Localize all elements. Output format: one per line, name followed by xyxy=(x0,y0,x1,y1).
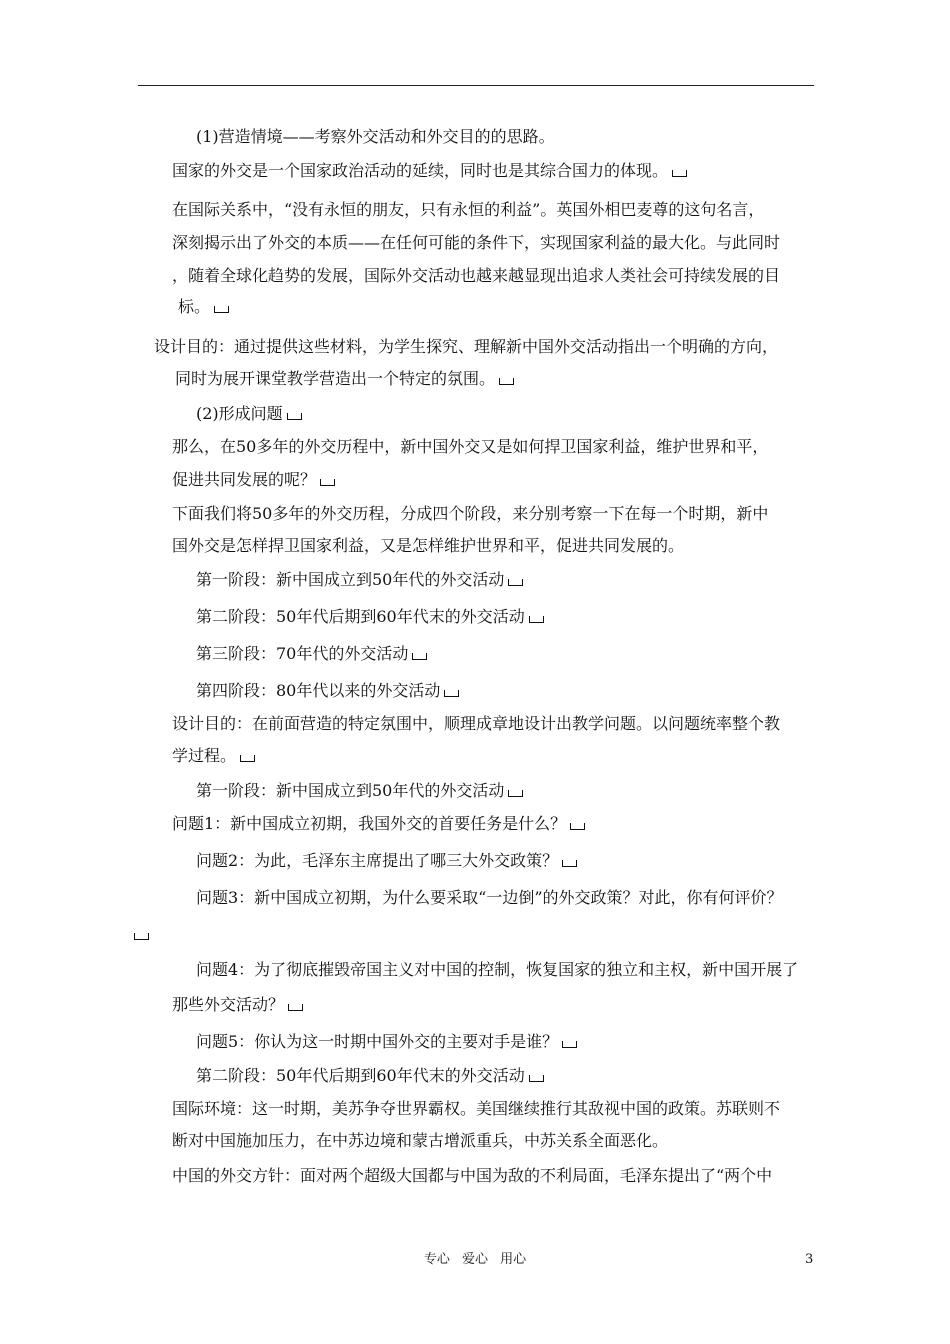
text-line: 问题2：为此，毛泽东主席提出了哪三大外交政策？ xyxy=(196,851,577,871)
text-line: 第二阶段：50年代后期到60年代末的外交活动 xyxy=(196,1066,544,1086)
text-line: 促进共同发展的呢？ xyxy=(172,470,335,490)
paragraph-mark-icon xyxy=(320,478,335,486)
text-line: 下面我们将50多年的外交历程，分成四个阶段，来分别考察一下在每一个时期，新中 xyxy=(172,504,769,523)
text-line: ，随着全球化趋势的发展，国际外交活动也越来越显现出追求人类社会可持续发展的目 xyxy=(172,266,781,285)
text-line: 设计目的：通过提供这些材料，为学生探究、理解新中国外交活动指出一个明确的方向， xyxy=(154,337,779,356)
text-line: 问题3：新中国成立初期，为什么要采取“一边倒”的外交政策？对此，你有何评价？ xyxy=(196,888,783,907)
paragraph-mark-icon xyxy=(529,615,544,623)
paragraph-mark-icon xyxy=(412,652,427,660)
text-line: 同时为展开课堂教学营造出一个特定的氛围。 xyxy=(175,369,514,389)
paragraph-mark-icon xyxy=(570,822,585,830)
text-line: 国际环境：这一时期，美苏争夺世界霸权。美国继续推行其敌视中国的政策。苏联则不 xyxy=(172,1099,781,1118)
paragraph-mark-icon xyxy=(240,754,255,762)
text-line: 断对中国施加压力，在中苏边境和蒙古增派重兵，中苏关系全面恶化。 xyxy=(172,1131,669,1150)
page-number: 3 xyxy=(805,1252,814,1267)
text-line: (1)营造情境——考察外交活动和外交目的的思路。 xyxy=(196,127,555,146)
paragraph-mark-icon xyxy=(444,689,459,697)
paragraph-mark-icon xyxy=(508,578,523,586)
text-line xyxy=(134,924,149,944)
paragraph-mark-icon xyxy=(287,412,302,420)
text-line: 第一阶段：新中国成立到50年代的外交活动 xyxy=(196,570,523,590)
text-line: 第二阶段：50年代后期到60年代末的外交活动 xyxy=(196,607,544,627)
text-line: 那些外交活动？ xyxy=(172,995,303,1015)
text-line: 标。 xyxy=(178,297,229,317)
paragraph-mark-icon xyxy=(214,305,229,313)
text-line: 问题5：你认为这一时期中国外交的主要对手是谁？ xyxy=(196,1032,577,1052)
text-line: 学过程。 xyxy=(172,746,255,766)
paragraph-mark-icon xyxy=(562,859,577,867)
paragraph-mark-icon xyxy=(529,1074,544,1082)
text-line: 那么，在50多年的外交历程中，新中国外交又是如何捍卫国家利益，维护世界和平， xyxy=(172,437,769,456)
paragraph-mark-icon xyxy=(562,1040,577,1048)
header-rule xyxy=(138,85,814,86)
text-line: 国外交是怎样捍卫国家利益，又是怎样维护世界和平，促进共同发展的。 xyxy=(172,536,685,555)
text-line: 问题1：新中国成立初期，我国外交的首要任务是什么？ xyxy=(172,814,585,834)
text-line: 第四阶段：80年代以来的外交活动 xyxy=(196,681,459,701)
text-line: 国家的外交是一个国家政治活动的延续，同时也是其综合国力的体现。 xyxy=(172,161,687,181)
paragraph-mark-icon xyxy=(672,169,687,177)
text-line: 在国际关系中，“没有永恒的朋友，只有永恒的利益”。英国外相巴麦尊的这句名言， xyxy=(172,200,765,219)
paragraph-mark-icon xyxy=(508,789,523,797)
text-line: (2)形成问题 xyxy=(196,404,302,424)
paragraph-mark-icon xyxy=(288,1003,303,1011)
text-line: 第三阶段：70年代的外交活动 xyxy=(196,644,427,664)
text-line: 中国的外交方针：面对两个超级大国都与中国为敌的不利局面，毛泽东提出了“两个中 xyxy=(172,1166,773,1185)
paragraph-mark-icon xyxy=(499,377,514,385)
text-line: 深刻揭示出了外交的本质——在任何可能的条件下，实现国家利益的最大化。与此同时 xyxy=(172,233,781,252)
text-line: 第一阶段：新中国成立到50年代的外交活动 xyxy=(196,781,523,801)
page-footer: 专心 爱心 用心 xyxy=(423,1252,527,1267)
paragraph-mark-icon xyxy=(134,932,149,940)
text-line: 设计目的：在前面营造的特定氛围中，顺理成章地设计出教学问题。以问题统率整个教 xyxy=(172,714,781,733)
text-line: 问题4：为了彻底摧毁帝国主义对中国的控制，恢复国家的独立和主权，新中国开展了 xyxy=(196,960,799,979)
